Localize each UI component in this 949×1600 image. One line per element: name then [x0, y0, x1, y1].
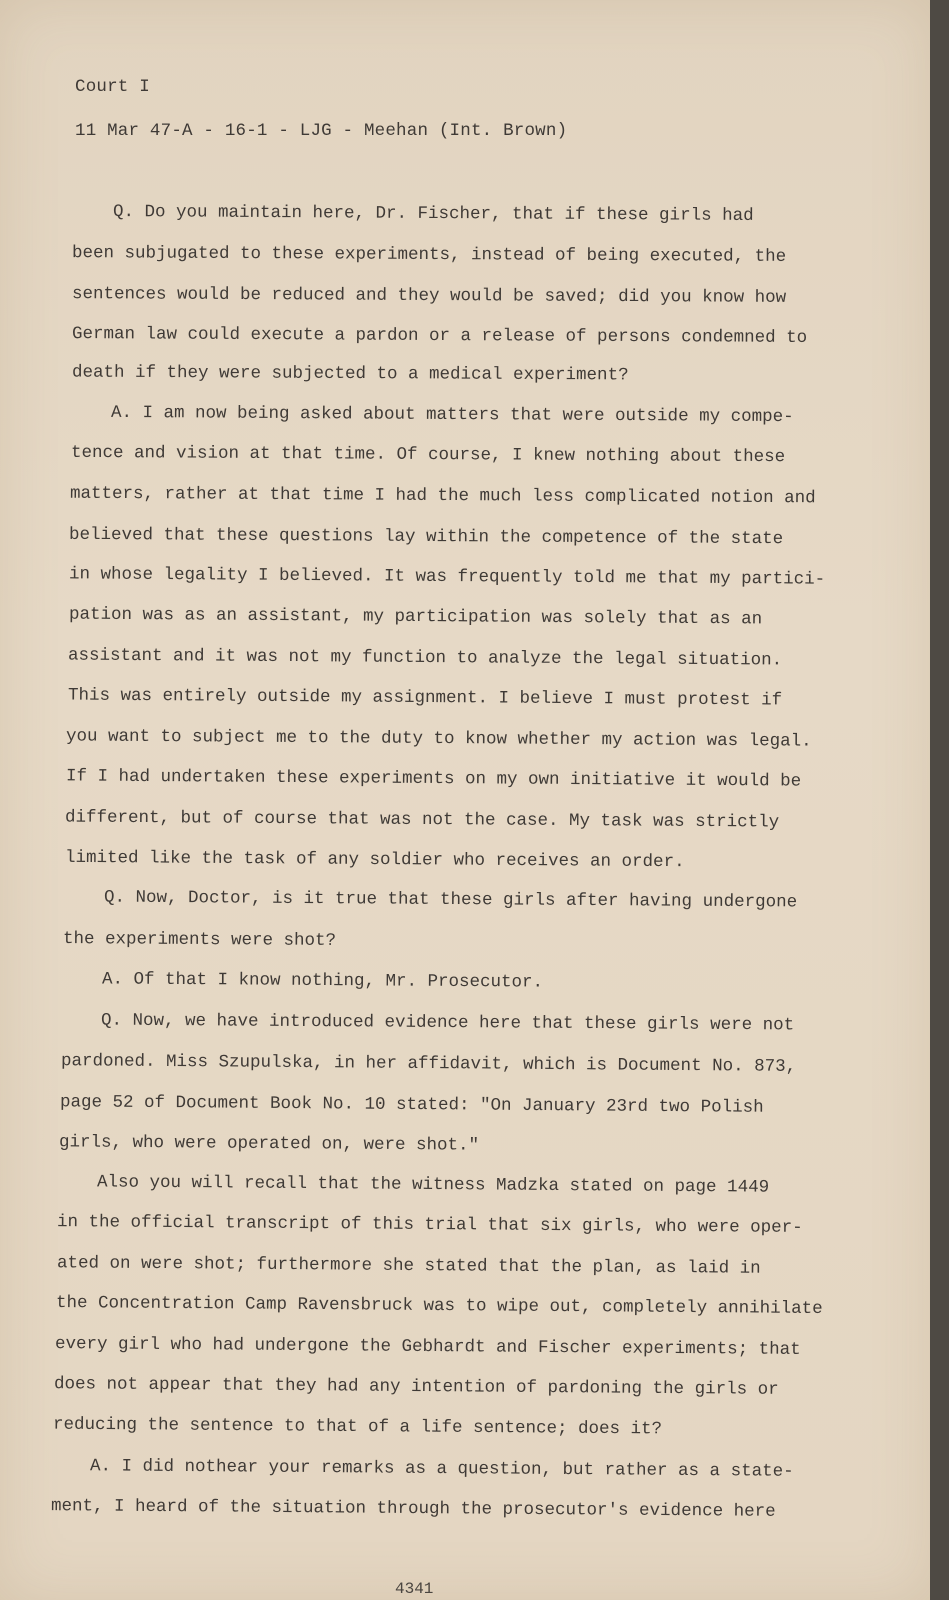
text-line: A. Of that I know nothing, Mr. Prosecutor. [101, 969, 544, 993]
text-line: does not appear that they had any intention of pardoning the girls or [53, 1374, 779, 1400]
text-line: ated on were shot; furthermore she stated that the plan, as laid in [56, 1253, 761, 1279]
text-line: pardoned. Miss Szupulska, in her affidavit, which is Document No. 873, [60, 1051, 797, 1077]
text-line: A. I did nothear your remarks as a question, but rather as a state- [89, 1456, 794, 1482]
text-line: the Concentration Camp Ravensbruck was to wipe out, completely annihilate [55, 1292, 823, 1320]
text-line: A. I am now being asked about matters that were outside my compe- [110, 402, 794, 428]
session-line: 11 Mar 47-A - 16-1 - LJG - Meehan (Int. Brown) [75, 121, 568, 141]
text-line: Q. Now, Doctor, is it true that these girls after having undergone [103, 887, 798, 913]
text-line: you want to subject me to the duty to know whether my action was legal. [65, 726, 812, 752]
text-line: pation was as an assistant, my participation was solely that as an [68, 604, 763, 630]
text-line: ment, I heard of the situation through the prosecutor's evidence here [50, 1496, 776, 1522]
text-line: Q. Do you maintain here, Dr. Fischer, that if these girls had [112, 202, 754, 226]
text-line: matters, rather at that time I had the much less complicated notion and [69, 483, 816, 509]
text-line: death if they were subjected to a medical experiment? [71, 362, 629, 386]
text-line: Q. Now, we have introduced evidence here that these girls were not [100, 1010, 795, 1036]
text-line: sentences would be reduced and they would be saved; did you know how [71, 284, 787, 308]
text-line: This was entirely outside my assignment. I believe I must protest if [67, 685, 783, 711]
text-line: If I had undertaken these experiments on my own initiative it would be [65, 766, 802, 792]
page-number: 4341 [395, 1580, 434, 1598]
scan-edge [930, 0, 949, 1600]
text-line: the experiments were shot? [62, 929, 337, 951]
court-label: Court I [75, 77, 150, 97]
text-line: girls, who were operated on, were shot." [58, 1132, 480, 1156]
text-line: limited like the task of any soldier who receives an order. [64, 847, 685, 873]
text-line: every girl who had undergone the Gebhardt and Fischer experiments; that [54, 1334, 801, 1360]
text-line: been subjugated to these experiments, instead of being executed, the [71, 243, 787, 267]
text-line: assistant and it was not my function to analyze the legal situation. [67, 645, 783, 671]
text-line: Also you will recall that the witness Madzka stated on page 1449 [96, 1172, 770, 1198]
text-line: in whose legality I believed. It was frequently told me that my partici- [68, 564, 826, 590]
text-line: in the official transcript of this trial that six girls, who were oper- [56, 1212, 803, 1238]
text-line: tence and vision at that time. Of course, I knew nothing about these [70, 442, 786, 468]
text-line: believed that these questions lay within the competence of the state [68, 524, 784, 550]
text-line: German law could execute a pardon or a release of persons condemned to [71, 324, 808, 348]
text-line: page 52 of Document Book No. 10 stated: "On January 23rd two Polish [59, 1092, 764, 1118]
text-line: different, but of course that was not the case. My task was strictly [64, 807, 780, 833]
text-line: reducing the sentence to that of a life sentence; does it? [52, 1414, 663, 1440]
